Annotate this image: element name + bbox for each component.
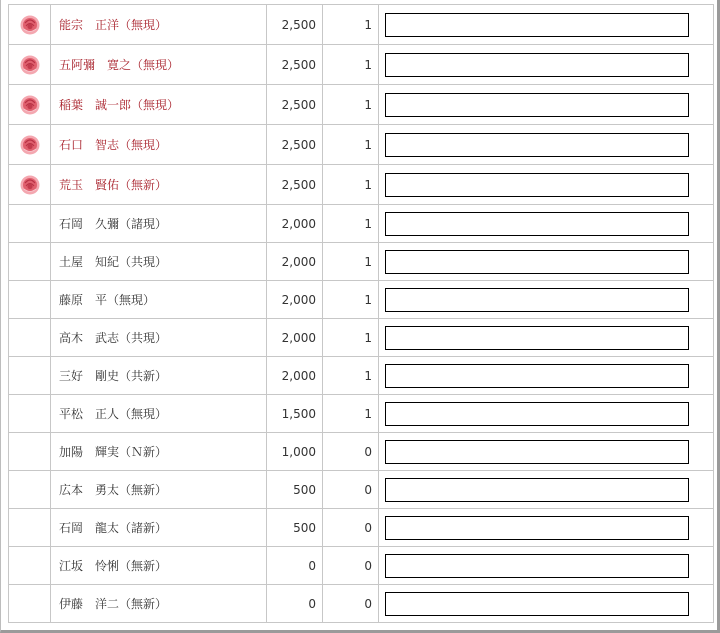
candidate-count: 1 (323, 85, 379, 125)
results-table (8, 4, 714, 623)
candidate-votes: 2,000 (267, 319, 323, 357)
table-row (9, 319, 714, 357)
entry-input[interactable] (385, 516, 689, 540)
candidate-votes: 2,000 (267, 281, 323, 319)
candidate-name: 伊藤 洋二（無新） (51, 585, 267, 623)
elected-marker-cell (9, 547, 51, 585)
elected-marker-cell (9, 125, 51, 165)
table-row (9, 395, 714, 433)
candidate-name: 五阿彌 寛之（無現） (51, 45, 267, 85)
candidate-name: 広本 勇太（無新） (51, 471, 267, 509)
results-table-body (9, 5, 714, 623)
entry-cell (379, 585, 714, 623)
elected-marker-cell (9, 243, 51, 281)
candidate-votes: 2,000 (267, 243, 323, 281)
candidate-count: 1 (323, 319, 379, 357)
table-row (9, 357, 714, 395)
candidate-name: 石岡 久彌（諸現） (51, 205, 267, 243)
entry-cell (379, 395, 714, 433)
candidate-count: 1 (323, 357, 379, 395)
candidate-count: 0 (323, 585, 379, 623)
entry-cell (379, 85, 714, 125)
candidate-count: 1 (323, 243, 379, 281)
entry-cell (379, 433, 714, 471)
elected-marker-cell (9, 395, 51, 433)
entry-cell (379, 319, 714, 357)
candidate-count: 1 (323, 205, 379, 243)
rose-icon (19, 94, 41, 116)
candidate-count: 0 (323, 547, 379, 585)
table-row (9, 243, 714, 281)
entry-input[interactable] (385, 133, 689, 157)
table-row (9, 585, 714, 623)
entry-cell (379, 547, 714, 585)
elected-marker-cell (9, 319, 51, 357)
candidate-count: 1 (323, 5, 379, 45)
candidate-votes: 2,000 (267, 357, 323, 395)
entry-cell (379, 5, 714, 45)
entry-input[interactable] (385, 402, 689, 426)
candidate-count: 1 (323, 281, 379, 319)
elected-marker-cell (9, 357, 51, 395)
entry-input[interactable] (385, 173, 689, 197)
table-row (9, 471, 714, 509)
elected-marker-cell (9, 205, 51, 243)
table-row (9, 433, 714, 471)
candidate-count: 1 (323, 125, 379, 165)
candidate-name: 能宗 正洋（無現） (51, 5, 267, 45)
candidate-votes: 500 (267, 509, 323, 547)
entry-cell (379, 281, 714, 319)
entry-cell (379, 125, 714, 165)
candidate-count: 1 (323, 165, 379, 205)
candidate-name: 稲葉 誠一郎（無現） (51, 85, 267, 125)
candidate-votes: 500 (267, 471, 323, 509)
candidate-votes: 2,500 (267, 5, 323, 45)
candidate-name: 藤原 平（無現） (51, 281, 267, 319)
entry-input[interactable] (385, 288, 689, 312)
candidate-name: 土屋 知紀（共現） (51, 243, 267, 281)
entry-cell (379, 357, 714, 395)
candidate-name: 三好 剛史（共新） (51, 357, 267, 395)
entry-input[interactable] (385, 478, 689, 502)
candidate-count: 1 (323, 395, 379, 433)
candidate-count: 0 (323, 471, 379, 509)
elected-marker-cell (9, 5, 51, 45)
candidate-count: 1 (323, 45, 379, 85)
rose-icon (19, 174, 41, 196)
elected-marker-cell (9, 509, 51, 547)
table-row (9, 125, 714, 165)
candidate-votes: 1,500 (267, 395, 323, 433)
entry-input[interactable] (385, 250, 689, 274)
elected-marker-cell (9, 165, 51, 205)
table-row (9, 5, 714, 45)
candidate-count: 0 (323, 433, 379, 471)
elected-marker-cell (9, 85, 51, 125)
candidate-name: 荒玉 賢佑（無新） (51, 165, 267, 205)
table-row (9, 205, 714, 243)
table-row (9, 45, 714, 85)
table-row (9, 547, 714, 585)
entry-input[interactable] (385, 326, 689, 350)
candidate-votes: 2,500 (267, 85, 323, 125)
entry-cell (379, 45, 714, 85)
entry-input[interactable] (385, 13, 689, 37)
entry-input[interactable] (385, 554, 689, 578)
candidate-name: 平松 正人（無現） (51, 395, 267, 433)
table-row (9, 165, 714, 205)
rose-icon (19, 54, 41, 76)
candidate-name: 石口 智志（無現） (51, 125, 267, 165)
elected-marker-cell (9, 433, 51, 471)
candidate-name: 高木 武志（共現） (51, 319, 267, 357)
candidate-count: 0 (323, 509, 379, 547)
table-row (9, 281, 714, 319)
elected-marker-cell (9, 281, 51, 319)
entry-cell (379, 165, 714, 205)
elected-marker-cell (9, 585, 51, 623)
entry-cell (379, 205, 714, 243)
candidate-votes: 1,000 (267, 433, 323, 471)
elected-marker-cell (9, 471, 51, 509)
candidate-votes: 2,000 (267, 205, 323, 243)
candidate-name: 石岡 龍太（諸新） (51, 509, 267, 547)
entry-cell (379, 243, 714, 281)
rose-icon (19, 14, 41, 36)
table-row (9, 85, 714, 125)
candidate-votes: 2,500 (267, 165, 323, 205)
candidate-votes: 0 (267, 547, 323, 585)
candidate-name: 加陽 輝実（Ｎ新） (51, 433, 267, 471)
entry-input[interactable] (385, 212, 689, 236)
candidate-votes: 2,500 (267, 125, 323, 165)
candidate-votes: 2,500 (267, 45, 323, 85)
entry-cell (379, 471, 714, 509)
elected-marker-cell (9, 45, 51, 85)
rose-icon (19, 134, 41, 156)
entry-cell (379, 509, 714, 547)
entry-input[interactable] (385, 93, 689, 117)
entry-input[interactable] (385, 440, 689, 464)
entry-input[interactable] (385, 364, 689, 388)
entry-input[interactable] (385, 592, 689, 616)
candidate-votes: 0 (267, 585, 323, 623)
entry-input[interactable] (385, 53, 689, 77)
candidate-name: 江坂 怜悧（無新） (51, 547, 267, 585)
table-row (9, 509, 714, 547)
